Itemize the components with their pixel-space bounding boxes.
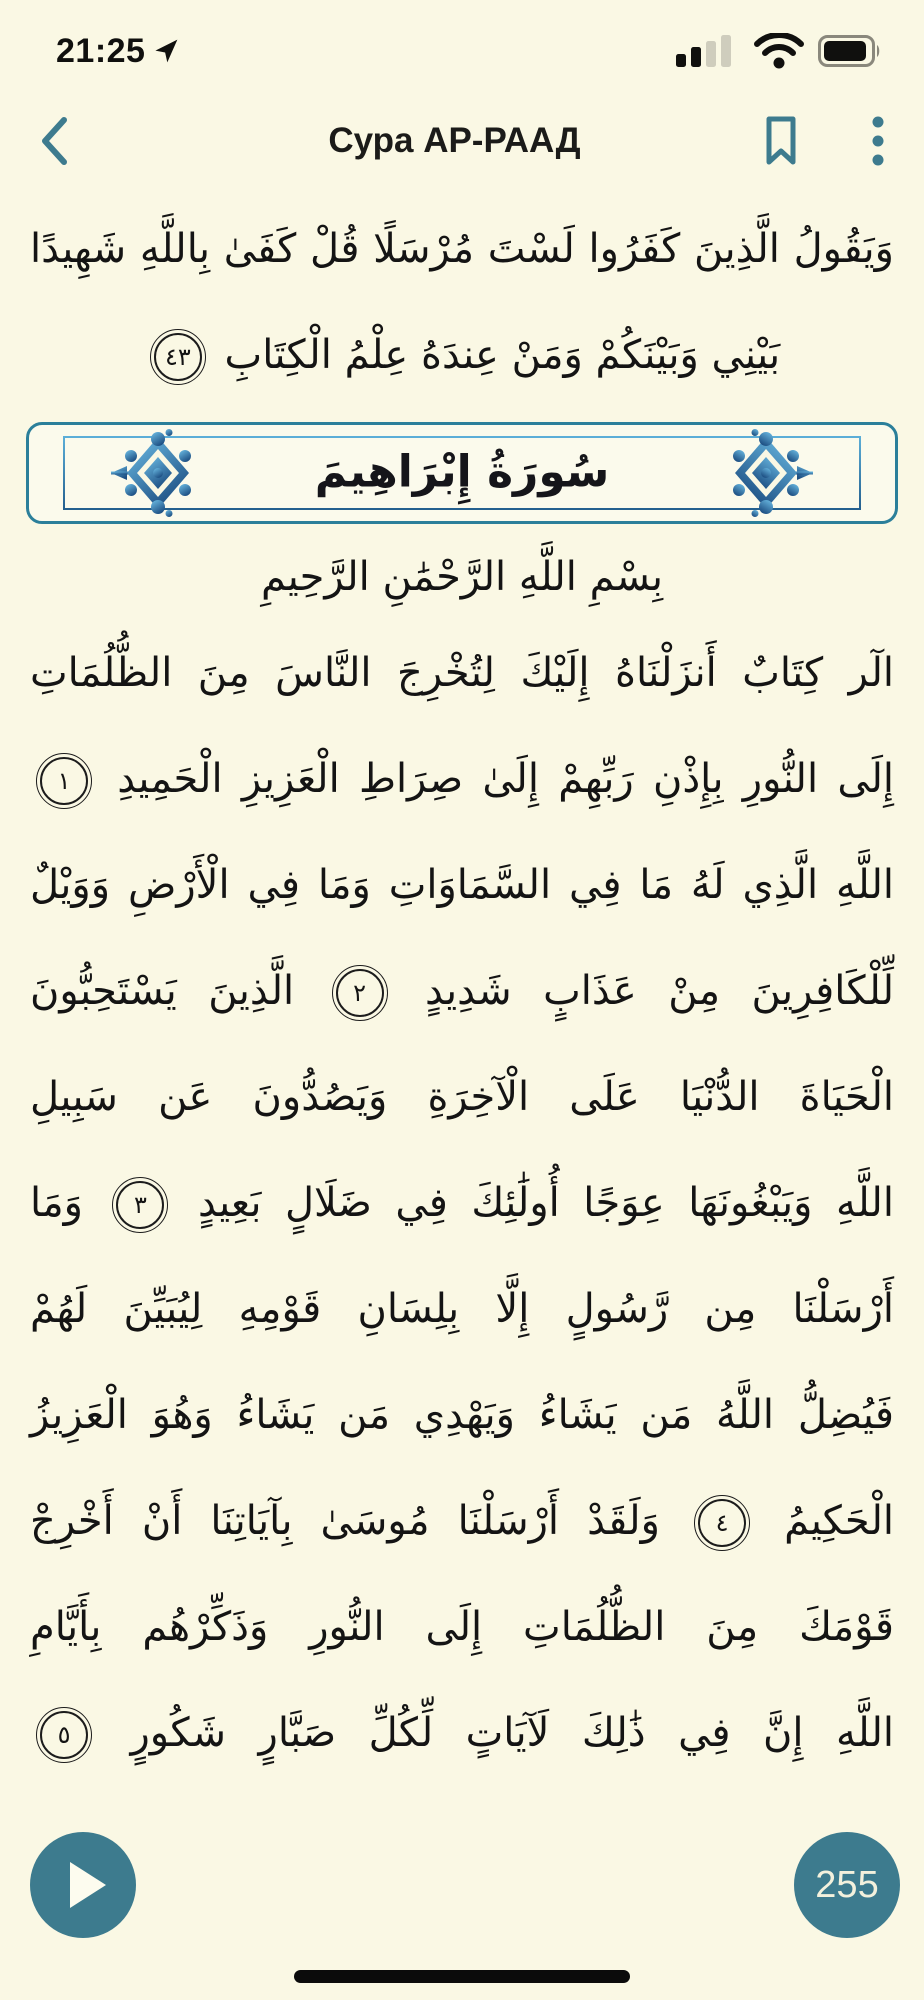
status-time: 21:25 xyxy=(56,31,146,70)
quran-line[interactable] xyxy=(26,1256,898,1362)
bookmark-icon xyxy=(764,116,798,166)
quran-text: اللَّهِ وَيَبْغُونَهَا عِوَجًا أُولَٰئِكَ فِي ضَلَالٍ بَعِيدٍ xyxy=(197,1180,894,1226)
quran-text: لِّلْكَافِرِينَ مِنْ عَذَابٍ شَدِيدٍ xyxy=(425,968,894,1014)
quran-line[interactable] xyxy=(26,196,898,302)
menu-button[interactable] xyxy=(868,112,888,170)
ayah-end-marker: ٥ xyxy=(40,1711,88,1759)
quran-text: وَمَا xyxy=(30,1180,83,1226)
quran-text: اللَّهِ إِنَّ فِي ذَٰلِكَ لَآيَاتٍ لِّكُلِّ صَبَّارٍ شَكُورٍ xyxy=(130,1710,894,1756)
chevron-left-icon xyxy=(40,117,68,165)
quran-text: الَّذِينَ يَسْتَحِبُّونَ xyxy=(30,968,295,1014)
quran-text: الْحَكِيمُ xyxy=(784,1498,895,1544)
quran-line[interactable] xyxy=(26,302,898,408)
home-indicator[interactable] xyxy=(294,1970,630,1983)
surah-ending-lines xyxy=(26,196,898,408)
quran-line[interactable] xyxy=(26,1044,898,1150)
bookmark-button[interactable] xyxy=(760,112,802,170)
quran-line[interactable] xyxy=(26,1362,898,1468)
back-button[interactable] xyxy=(36,113,72,169)
bismillah-text: بِسْمِ اللَّهِ الرَّحْمَٰنِ الرَّحِيمِ xyxy=(260,554,664,600)
quran-text: بَيْنِي وَبَيْنَكُمْ وَمَنْ عِندَهُ عِلْمُ الْكِتَابِ xyxy=(224,332,781,378)
mushaf-page xyxy=(0,196,924,1786)
quran-line[interactable] xyxy=(26,1150,898,1256)
quran-text: قَوْمَكَ مِنَ الظُّلُمَاتِ إِلَى النُّورِ وَذَكِّرْهُم بِأَيَّامِ xyxy=(30,1604,894,1650)
ayah-end-marker: ٤ xyxy=(698,1499,746,1547)
ayah-end-marker: ٤٣ xyxy=(154,333,202,381)
quran-line[interactable] xyxy=(26,1574,898,1680)
quran-text: الْحَيَاةَ الدُّنْيَا عَلَى الْآخِرَةِ وَيَصُدُّونَ عَن سَبِيلِ xyxy=(30,1074,894,1120)
footer-controls xyxy=(30,1832,900,1938)
quran-line[interactable] xyxy=(26,620,898,726)
quran-text: فَيُضِلُّ اللَّهُ مَن يَشَاءُ وَيَهْدِي مَن يَشَاءُ وَهُوَ الْعَزِيزُ xyxy=(30,1392,894,1438)
page-title: Сура АР-РААД xyxy=(328,121,581,160)
ayah-end-marker: ٣ xyxy=(116,1181,164,1229)
page-number-badge[interactable]: 255 xyxy=(794,1832,900,1938)
quran-line[interactable] xyxy=(26,1680,898,1786)
quran-text: وَيَقُولُ الَّذِينَ كَفَرُوا لَسْتَ مُرْسَلًا قُلْ كَفَىٰ بِاللَّهِ شَهِيدًا xyxy=(30,226,894,272)
quran-text: إِلَى النُّورِ بِإِذْنِ رَبِّهِمْ إِلَىٰ صِرَاطِ الْعَزِيزِ الْحَمِيدِ xyxy=(117,756,895,802)
surah-title: سُورَةُ إِبْرَاهِيمَ xyxy=(314,446,610,498)
quran-line[interactable] xyxy=(26,726,898,832)
quran-text: الٓر كِتَابٌ أَنزَلْنَاهُ إِلَيْكَ لِتُخْرِجَ النَّاسَ مِنَ الظُّلُمَاتِ xyxy=(30,650,894,696)
play-icon xyxy=(70,1862,106,1908)
quran-line[interactable] xyxy=(26,1468,898,1574)
quran-text: أَرْسَلْنَا مِن رَّسُولٍ إِلَّا بِلِسَانِ قَوْمِهِ لِيُبَيِّنَ لَهُمْ xyxy=(30,1286,894,1332)
surah-body-lines xyxy=(26,620,898,1786)
status-bar xyxy=(0,0,924,92)
quran-line[interactable] xyxy=(26,938,898,1044)
wifi-icon xyxy=(754,33,804,69)
battery-icon xyxy=(818,35,882,67)
location-arrow-icon xyxy=(153,38,179,64)
quran-text: وَلَقَدْ أَرْسَلْنَا مُوسَىٰ بِآيَاتِنَا أَنْ أَخْرِجْ xyxy=(30,1498,660,1544)
ayah-end-marker: ١ xyxy=(40,757,88,805)
play-button[interactable] xyxy=(30,1832,136,1938)
quran-line[interactable] xyxy=(26,832,898,938)
cellular-signal-icon xyxy=(676,35,740,67)
navigation-bar xyxy=(0,100,924,182)
surah-header-banner[interactable] xyxy=(26,422,898,524)
kebab-menu-icon xyxy=(872,116,884,166)
ayah-end-marker: ٢ xyxy=(336,969,384,1017)
quran-text: اللَّهِ الَّذِي لَهُ مَا فِي السَّمَاوَاتِ وَمَا فِي الْأَرْضِ وَوَيْلٌ xyxy=(30,862,894,908)
